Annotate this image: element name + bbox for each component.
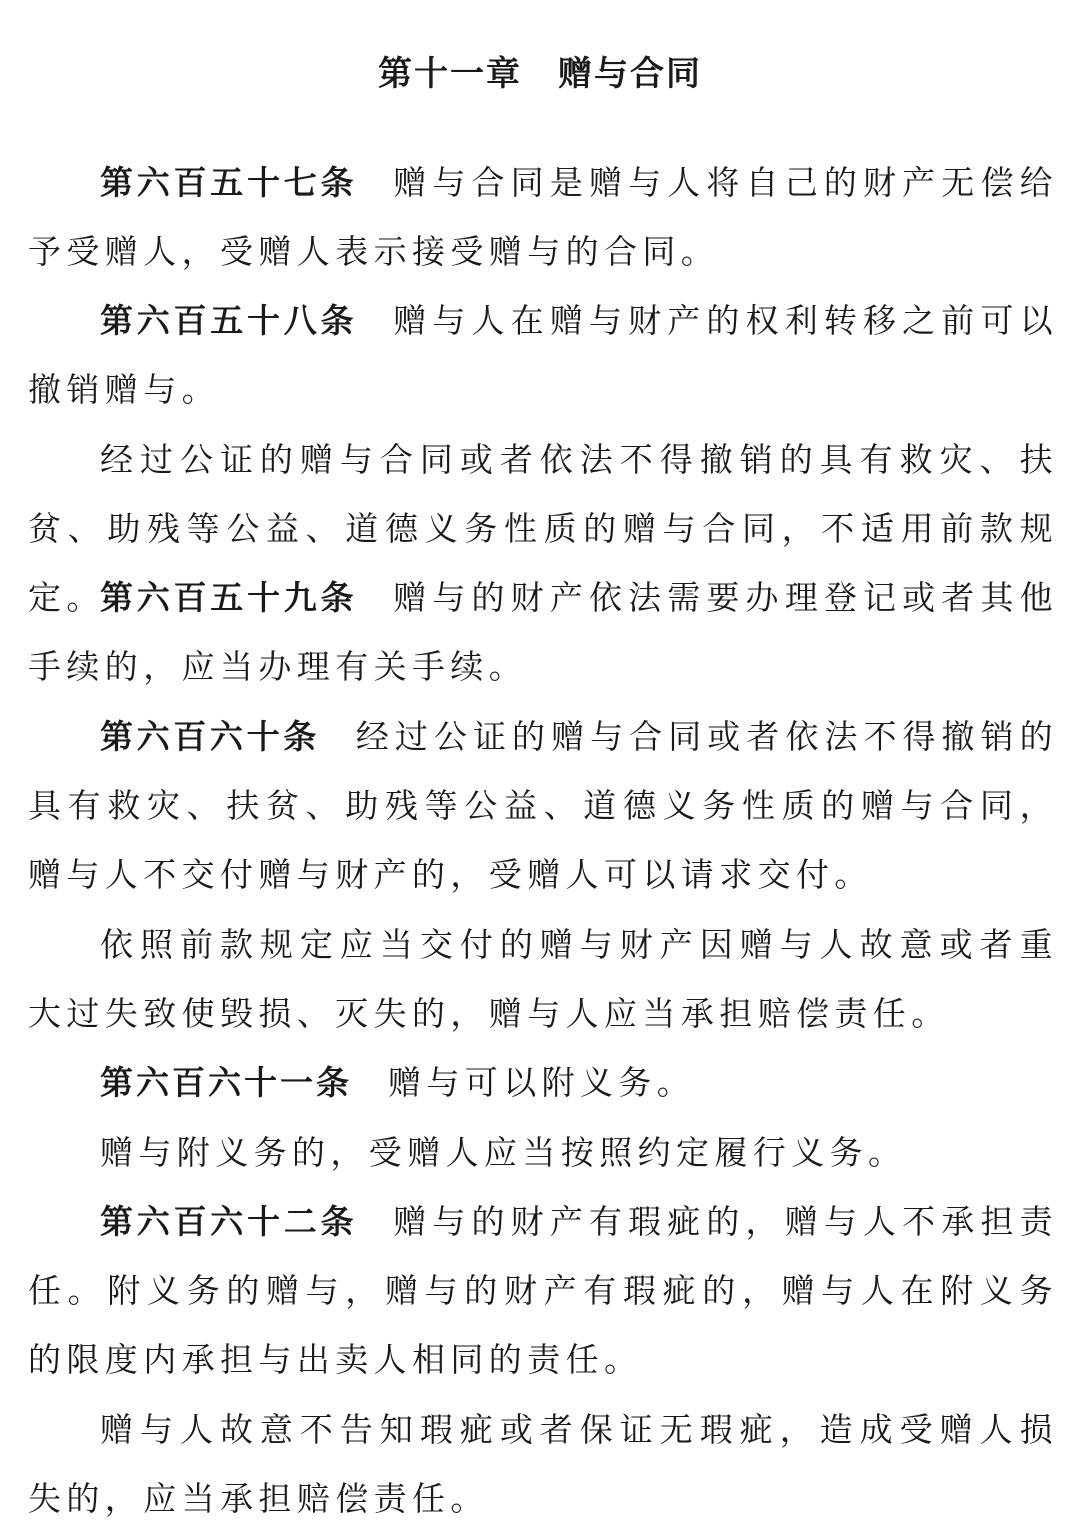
article-paragraph	[28, 1187, 1058, 1394]
paragraph-text: 依照前款规定应当交付的赠与财产因赠与人故意或者重大过失致使毁损、灭失的，赠与人应当承担赔偿责任。	[28, 925, 1058, 1033]
paragraph-text: 经过公证的赠与合同或者依法不得撤销的具有救灾、扶贫、助残等公益、道德义务性质的赠与合同，不适用前款规定。	[28, 440, 1058, 617]
article-text: 赠与可以附义务。	[388, 1063, 696, 1102]
article-paragraph	[28, 1048, 1058, 1117]
chapter-title: 第十一章 赠与合同	[378, 54, 702, 94]
article-number: 第六百六十二条	[100, 1202, 358, 1241]
article-paragraph	[28, 563, 1058, 701]
article-text: 经过公证的赠与合同或者依法不得撤销的具有救灾、扶贫、助残等公益、道德义务性质的赠与合同，赠与人不交付赠与财产的，受赠人可以请求交付。	[28, 717, 1059, 894]
article-paragraph	[28, 148, 1058, 286]
article-paragraph	[28, 286, 1058, 424]
article-number: 第六百五十七条	[100, 163, 358, 202]
continuation-paragraph	[28, 910, 1058, 1048]
article-paragraph	[28, 702, 1058, 909]
continuation-paragraph	[28, 1118, 1058, 1187]
article-number: 第六百六十条	[100, 717, 320, 756]
article-number: 第六百六十一条	[100, 1063, 352, 1102]
article-number: 第六百五十八条	[100, 301, 358, 340]
article-text: 赠与的财产有瑕疵的，赠与人不承担责任。附义务的赠与，赠与的财产有瑕疵的，赠与人在附义务的限度内承担与出卖人相同的责任。	[28, 1202, 1058, 1379]
article-text: 赠与合同是赠与人将自己的财产无偿给予受赠人，受赠人表示接受赠与的合同。	[28, 163, 1058, 271]
paragraph-text: 赠与人故意不告知瑕疵或者保证无瑕疵，造成受赠人损失的，应当承担赔偿责任。	[28, 1410, 1058, 1518]
article-number: 第六百五十九条	[100, 578, 358, 617]
article-text: 赠与人在赠与财产的权利转移之前可以撤销赠与。	[28, 301, 1058, 409]
continuation-paragraph	[28, 1395, 1058, 1533]
article-text: 赠与的财产依法需要办理登记或者其他手续的，应当办理有关手续。	[28, 578, 1058, 686]
paragraph-text: 赠与附义务的，受赠人应当按照约定履行义务。	[100, 1133, 907, 1172]
